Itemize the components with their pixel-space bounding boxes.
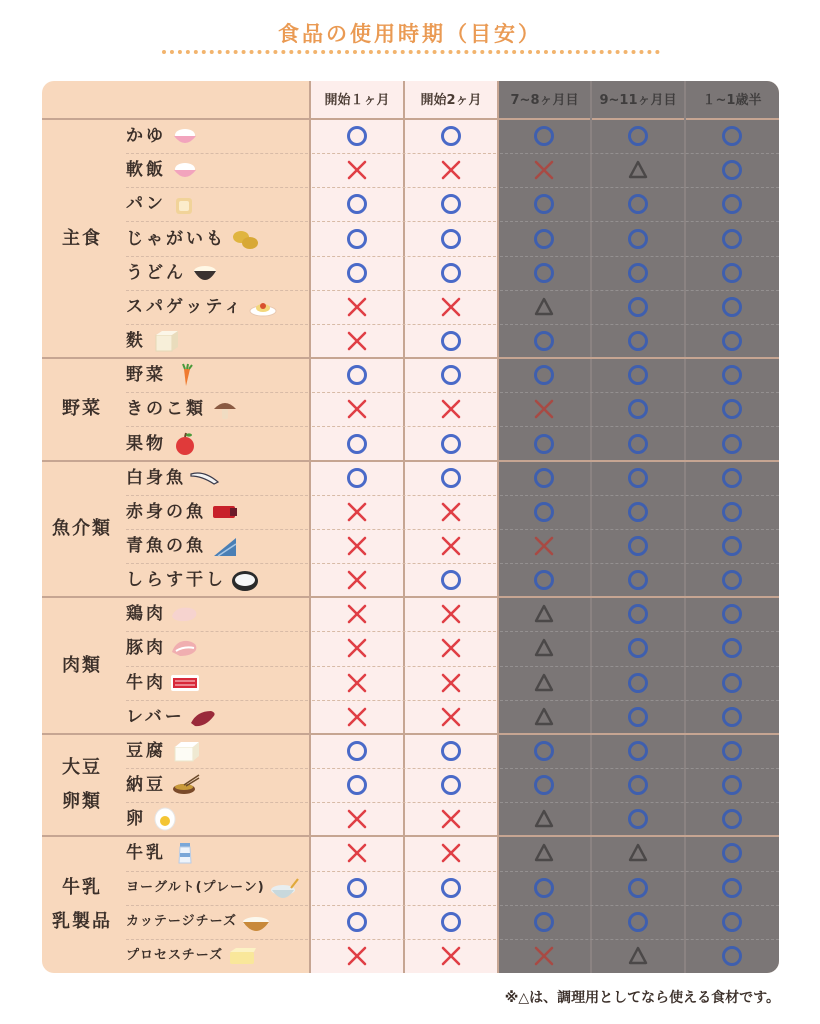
circle-mark-icon <box>626 671 650 695</box>
row-divider <box>500 939 779 940</box>
food-name: 卵 <box>126 809 146 830</box>
food-name: 豆腐 <box>126 740 166 761</box>
rice-bowl-icon <box>170 124 200 148</box>
category-label-line: 肉類 <box>62 654 102 676</box>
triangle-mark-icon <box>626 944 650 968</box>
circle-mark-icon <box>532 739 556 763</box>
circle-mark-icon <box>532 910 556 934</box>
spaghetti-icon <box>248 295 278 319</box>
row-divider <box>500 631 779 632</box>
food-name: 白身魚 <box>126 467 186 488</box>
row-divider <box>500 802 779 803</box>
circle-mark-icon <box>720 466 744 490</box>
column-header: １~1歳半 <box>702 93 762 108</box>
circle-mark-icon <box>439 568 463 592</box>
circle-mark-icon <box>720 124 744 148</box>
circle-mark-icon <box>345 739 369 763</box>
row-divider <box>312 256 496 257</box>
circle-mark-icon <box>532 227 556 251</box>
circle-mark-icon <box>720 192 744 216</box>
food-name: 豚肉 <box>126 638 166 659</box>
circle-mark-icon <box>345 192 369 216</box>
row-divider <box>500 666 779 667</box>
circle-mark-icon <box>720 158 744 182</box>
circle-mark-icon <box>532 568 556 592</box>
circle-mark-icon <box>439 261 463 285</box>
cross-mark-icon <box>345 807 369 831</box>
circle-mark-icon <box>532 432 556 456</box>
circle-mark-icon <box>626 227 650 251</box>
pork-icon <box>170 636 200 660</box>
cross-mark-icon <box>439 636 463 660</box>
cross-mark-icon <box>439 158 463 182</box>
column-divider <box>403 81 405 973</box>
cross-mark-icon <box>439 671 463 695</box>
column-header: 9~11ヶ月目 <box>599 93 677 108</box>
circle-mark-icon <box>532 329 556 353</box>
food-name: 青魚の魚 <box>126 536 206 556</box>
row-divider <box>500 256 779 257</box>
triangle-mark-icon <box>532 636 556 660</box>
circle-mark-icon <box>720 397 744 421</box>
circle-mark-icon <box>720 261 744 285</box>
food-name: きのこ類 <box>126 399 206 420</box>
circle-mark-icon <box>439 773 463 797</box>
cross-mark-icon <box>532 158 556 182</box>
cross-mark-icon <box>532 534 556 558</box>
natto-icon <box>170 773 200 797</box>
cross-mark-icon <box>439 295 463 319</box>
food-name: 麩 <box>126 331 146 352</box>
circle-mark-icon <box>626 432 650 456</box>
row-divider <box>312 324 496 325</box>
cross-mark-icon <box>439 944 463 968</box>
cross-mark-icon <box>345 534 369 558</box>
apple-icon <box>170 432 200 456</box>
cross-mark-icon <box>345 705 369 729</box>
row-divider <box>500 153 779 154</box>
beef-icon <box>170 671 200 695</box>
circle-mark-icon <box>439 432 463 456</box>
cross-mark-icon <box>345 671 369 695</box>
row-divider <box>312 563 496 564</box>
cross-mark-icon <box>439 841 463 865</box>
food-name: 納豆 <box>126 775 166 796</box>
cross-mark-icon <box>345 636 369 660</box>
triangle-mark-icon <box>532 295 556 319</box>
category-label-line: 乳製品 <box>52 910 112 932</box>
row-divider <box>500 290 779 291</box>
cross-mark-icon <box>345 158 369 182</box>
circle-mark-icon <box>532 466 556 490</box>
cross-mark-icon <box>345 602 369 626</box>
category-label-line: 魚介類 <box>52 517 112 539</box>
circle-mark-icon <box>626 500 650 524</box>
chicken-icon <box>170 602 200 626</box>
column-divider <box>309 81 311 973</box>
mushroom-icon <box>210 397 240 421</box>
column-header: 開始１ヶ月 <box>324 93 390 108</box>
row-divider <box>500 187 779 188</box>
circle-mark-icon <box>439 910 463 934</box>
category-label <box>42 222 122 256</box>
egg-icon <box>150 807 180 831</box>
cross-mark-icon <box>345 500 369 524</box>
udon-bowl-icon <box>190 261 220 285</box>
circle-mark-icon <box>720 534 744 558</box>
row-divider <box>312 666 496 667</box>
food-name: 軟飯 <box>126 160 166 181</box>
circle-mark-icon <box>345 876 369 900</box>
food-name: カッテージチーズ <box>126 913 237 929</box>
cross-mark-icon <box>345 329 369 353</box>
white-fish-icon <box>190 466 220 490</box>
row-divider <box>500 324 779 325</box>
category-label <box>42 512 122 546</box>
row-divider <box>312 631 496 632</box>
circle-mark-icon <box>720 636 744 660</box>
rice-bowl-icon <box>170 158 200 182</box>
category-label <box>42 751 122 819</box>
circle-mark-icon <box>439 466 463 490</box>
triangle-mark-icon <box>532 671 556 695</box>
circle-mark-icon <box>626 739 650 763</box>
triangle-mark-icon <box>532 602 556 626</box>
cross-mark-icon <box>439 705 463 729</box>
cross-mark-icon <box>532 944 556 968</box>
bread-icon <box>170 192 200 216</box>
row-divider <box>312 495 496 496</box>
fu-cube-icon <box>150 329 180 353</box>
row-divider <box>500 871 779 872</box>
circle-mark-icon <box>720 500 744 524</box>
circle-mark-icon <box>439 739 463 763</box>
cross-mark-icon <box>345 295 369 319</box>
circle-mark-icon <box>532 363 556 387</box>
row-divider <box>312 529 496 530</box>
row-divider <box>312 153 496 154</box>
circle-mark-icon <box>626 466 650 490</box>
cottage-cheese-icon <box>241 910 271 934</box>
food-name: 鶏肉 <box>126 604 166 625</box>
circle-mark-icon <box>345 466 369 490</box>
triangle-mark-icon <box>532 705 556 729</box>
row-divider <box>500 426 779 427</box>
circle-mark-icon <box>626 124 650 148</box>
category-label-line: 卵類 <box>62 791 102 813</box>
row-divider <box>312 802 496 803</box>
food-name: プロセスチーズ <box>126 947 224 963</box>
footnote: ※△は、調理用としてなら使える食材です。 <box>504 990 780 1006</box>
row-divider <box>500 700 779 701</box>
row-divider <box>312 871 496 872</box>
food-name: パン <box>126 194 166 215</box>
row-divider <box>126 324 308 325</box>
food-name: レバー <box>126 706 185 727</box>
circle-mark-icon <box>532 773 556 797</box>
potato-icon <box>230 227 260 251</box>
circle-mark-icon <box>626 397 650 421</box>
circle-mark-icon <box>439 192 463 216</box>
cross-mark-icon <box>345 841 369 865</box>
shirasu-icon <box>230 568 260 592</box>
row-divider <box>312 905 496 906</box>
row-divider <box>500 768 779 769</box>
row-divider <box>312 392 496 393</box>
circle-mark-icon <box>626 910 650 934</box>
row-divider <box>500 563 779 564</box>
tuna-icon <box>210 500 240 524</box>
circle-mark-icon <box>626 329 650 353</box>
food-name: 赤身の魚 <box>126 501 206 522</box>
triangle-mark-icon <box>626 158 650 182</box>
circle-mark-icon <box>345 910 369 934</box>
row-divider <box>312 221 496 222</box>
yogurt-icon <box>269 876 299 900</box>
cheese-icon <box>227 944 257 968</box>
food-name: しらす干し <box>126 570 226 591</box>
category-label-line: 主食 <box>62 227 102 249</box>
circle-mark-icon <box>720 671 744 695</box>
row-divider <box>312 768 496 769</box>
circle-mark-icon <box>720 739 744 763</box>
circle-mark-icon <box>720 807 744 831</box>
circle-mark-icon <box>532 192 556 216</box>
circle-mark-icon <box>532 124 556 148</box>
food-name: ヨーグルト(プレーン) <box>126 879 265 895</box>
circle-mark-icon <box>720 227 744 251</box>
category-label <box>42 649 122 683</box>
row-divider <box>500 529 779 530</box>
row-divider <box>500 392 779 393</box>
category-label-line: 野菜 <box>62 398 102 420</box>
food-name: 野菜 <box>126 365 166 386</box>
circle-mark-icon <box>720 295 744 319</box>
cross-mark-icon <box>345 397 369 421</box>
circle-mark-icon <box>626 192 650 216</box>
circle-mark-icon <box>626 876 650 900</box>
circle-mark-icon <box>720 910 744 934</box>
circle-mark-icon <box>720 432 744 456</box>
circle-mark-icon <box>345 261 369 285</box>
cross-mark-icon <box>439 602 463 626</box>
circle-mark-icon <box>720 329 744 353</box>
cross-mark-icon <box>345 568 369 592</box>
triangle-mark-icon <box>532 807 556 831</box>
cross-mark-icon <box>439 500 463 524</box>
circle-mark-icon <box>720 602 744 626</box>
cross-mark-icon <box>345 944 369 968</box>
column-divider <box>590 81 592 973</box>
circle-mark-icon <box>439 329 463 353</box>
circle-mark-icon <box>345 227 369 251</box>
circle-mark-icon <box>626 363 650 387</box>
category-label <box>42 392 122 426</box>
cross-mark-icon <box>439 534 463 558</box>
food-name: 果物 <box>126 433 166 454</box>
category-label <box>42 871 122 939</box>
circle-mark-icon <box>626 295 650 319</box>
column-divider <box>497 81 499 973</box>
circle-mark-icon <box>720 944 744 968</box>
circle-mark-icon <box>626 261 650 285</box>
row-divider <box>500 495 779 496</box>
circle-mark-icon <box>626 568 650 592</box>
carrot-icon <box>170 363 200 387</box>
milk-bottle-icon <box>170 841 200 865</box>
circle-mark-icon <box>532 261 556 285</box>
page-title: 食品の使用時期（目安） <box>278 22 542 46</box>
cross-mark-icon <box>439 397 463 421</box>
food-name: うどん <box>126 262 186 283</box>
row-divider <box>312 290 496 291</box>
row-divider <box>500 221 779 222</box>
circle-mark-icon <box>532 500 556 524</box>
food-name: スパゲッティ <box>126 296 244 317</box>
circle-mark-icon <box>532 876 556 900</box>
column-header: 7~8ヶ月目 <box>510 93 579 108</box>
food-timing-table <box>42 81 779 973</box>
column-header: 開始2ヶ月 <box>420 93 482 108</box>
circle-mark-icon <box>626 807 650 831</box>
circle-mark-icon <box>439 124 463 148</box>
food-name: じゃがいも <box>126 228 226 249</box>
liver-icon <box>189 705 219 729</box>
cross-mark-icon <box>532 397 556 421</box>
circle-mark-icon <box>626 602 650 626</box>
row-divider <box>312 187 496 188</box>
row-divider <box>312 939 496 940</box>
triangle-mark-icon <box>626 841 650 865</box>
row-divider <box>312 426 496 427</box>
title-dotted-underline <box>162 50 660 54</box>
circle-mark-icon <box>439 363 463 387</box>
mackerel-icon <box>210 534 240 558</box>
circle-mark-icon <box>720 876 744 900</box>
circle-mark-icon <box>626 636 650 660</box>
tofu-icon <box>170 739 200 763</box>
circle-mark-icon <box>720 363 744 387</box>
circle-mark-icon <box>626 773 650 797</box>
circle-mark-icon <box>345 432 369 456</box>
circle-mark-icon <box>720 841 744 865</box>
circle-mark-icon <box>439 876 463 900</box>
circle-mark-icon <box>345 124 369 148</box>
circle-mark-icon <box>720 568 744 592</box>
column-divider <box>684 81 686 973</box>
circle-mark-icon <box>345 773 369 797</box>
circle-mark-icon <box>720 773 744 797</box>
cross-mark-icon <box>439 807 463 831</box>
food-name: 牛乳 <box>126 843 166 864</box>
row-divider <box>500 905 779 906</box>
circle-mark-icon <box>626 705 650 729</box>
food-name: 牛肉 <box>126 672 166 693</box>
row-divider <box>312 700 496 701</box>
circle-mark-icon <box>720 705 744 729</box>
circle-mark-icon <box>439 227 463 251</box>
category-label-line: 大豆 <box>62 757 102 779</box>
circle-mark-icon <box>626 534 650 558</box>
circle-mark-icon <box>345 363 369 387</box>
food-name: かゆ <box>126 126 166 147</box>
row-divider <box>126 802 308 803</box>
triangle-mark-icon <box>532 841 556 865</box>
category-label-line: 牛乳 <box>62 876 102 898</box>
